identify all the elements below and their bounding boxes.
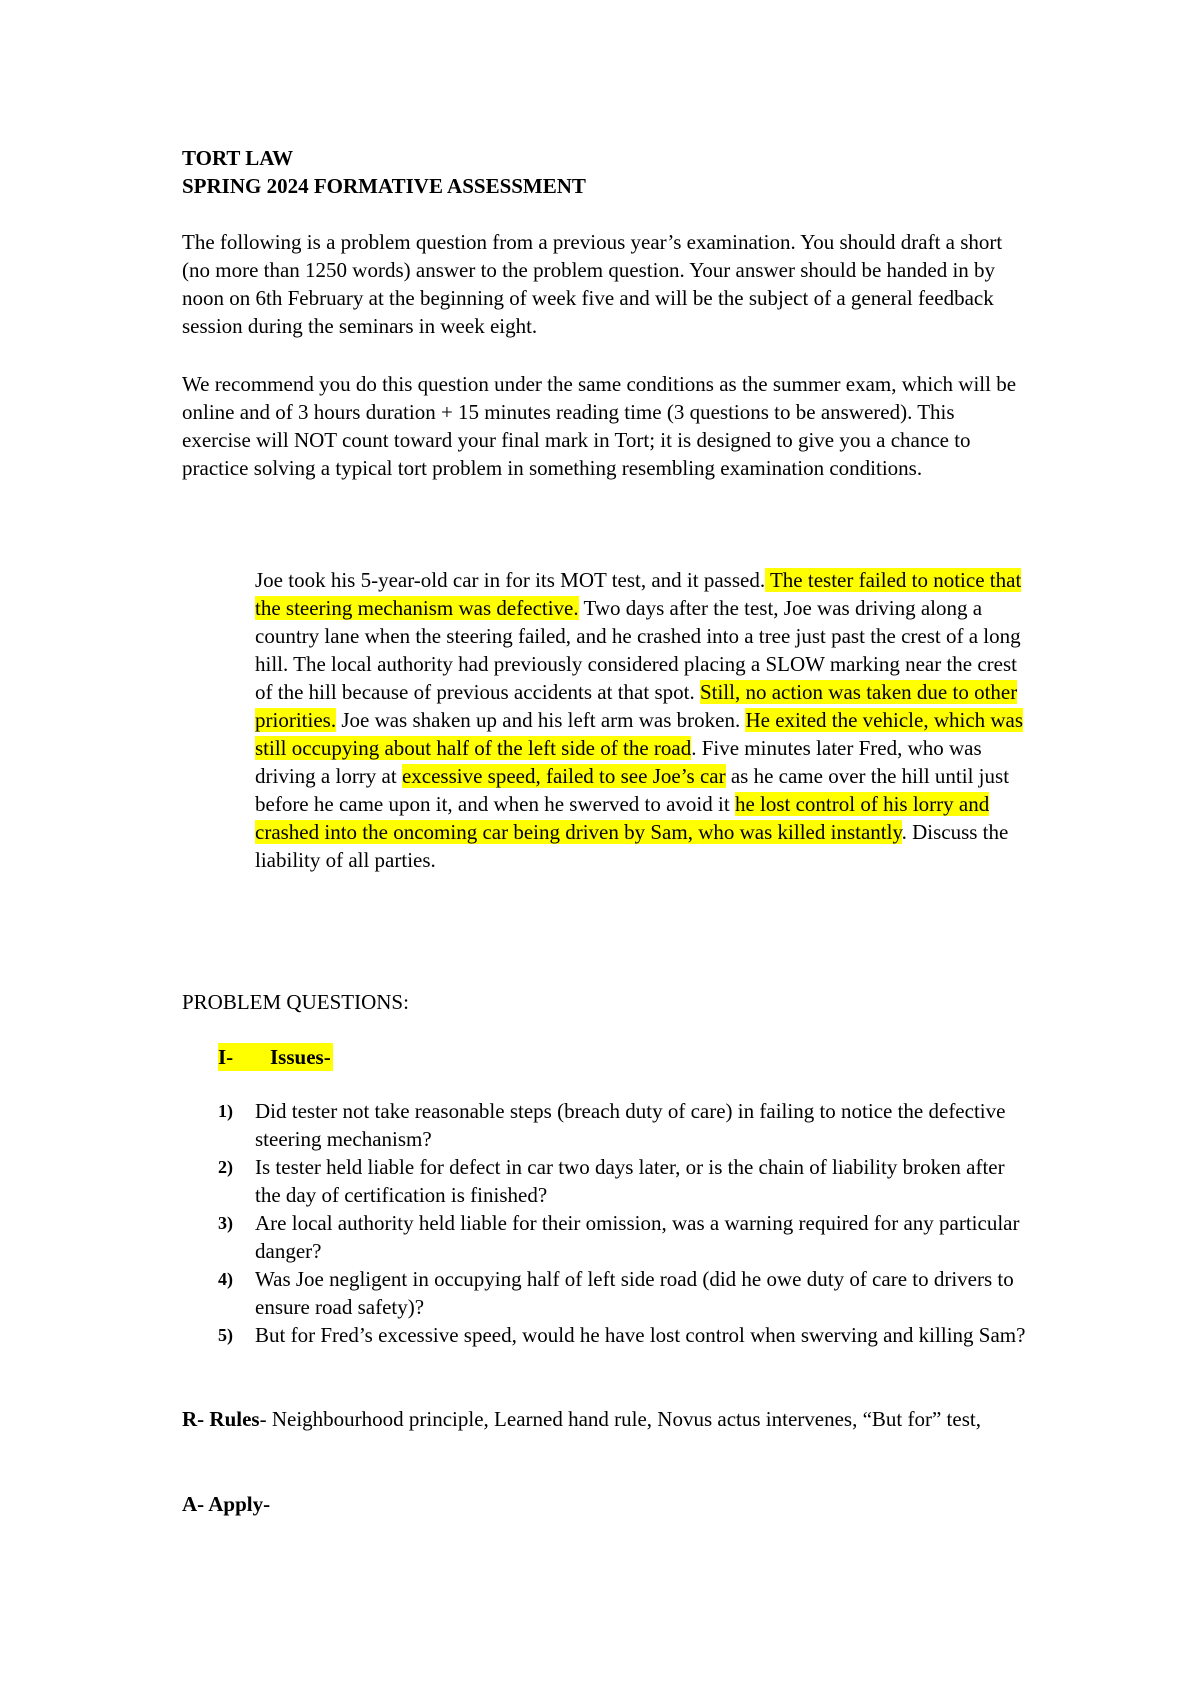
intro-paragraph-1: The following is a problem question from a previous year’s examination. You should draft a short (no more than 1250 words) answer to the problem question. Your answer should be handed in by noon on 6th February at the beginning of week five and will be the subject of a general feedback session during the seminars in week eight.: [182, 230, 1003, 338]
course-title: TORT LAW: [182, 146, 294, 170]
issues-number: I-: [218, 1045, 234, 1069]
problem-highlight-2: Still, no action was taken due to other priorities.: [255, 680, 1018, 732]
assessment-title: SPRING 2024 FORMATIVE ASSESSMENT: [182, 174, 586, 198]
list-item-text: Was Joe negligent in occupying half of left side road (did he owe duty of care to drivers to ensure road safety)?: [255, 1267, 1014, 1319]
list-item-number: 2): [218, 1157, 233, 1177]
issue-list: [218, 1097, 1028, 1349]
problem-question: [255, 566, 1029, 874]
list-item: [218, 1321, 1028, 1349]
list-item: [218, 1097, 1028, 1153]
list-item-text: Did tester not take reasonable steps (breach duty of care) in failing to notice the defective steering mechanism?: [255, 1099, 1006, 1151]
problem-highlight-5: he lost control of his lorry and crashed into the oncoming car being driven by Sam, who was killed instantly: [255, 792, 990, 844]
issues-label: Issues-: [270, 1045, 331, 1069]
problem-questions-heading: PROBLEM QUESTIONS:: [182, 990, 409, 1014]
list-item-text: Are local authority held liable for their omission, was a warning required for any particular danger?: [255, 1211, 1020, 1263]
problem-text-6: . Discuss the liability of all parties.: [255, 820, 1009, 872]
list-item: [218, 1265, 1028, 1321]
problem-text-2: Two days after the test, Joe was driving along a country lane when the steering failed, and he crashed into a tree just past the crest of a long hill. The local authority had previously considered placing a SLOW marking near the crest of the hill because of previous accidents at that spot.: [255, 596, 1021, 704]
problem-text-5: as he came over the hill until just before he came upon it, and when he swerved to avoid it: [255, 764, 1010, 816]
list-item-text: Is tester held liable for defect in car two days later, or is the chain of liability broken after the day of certification is finished?: [255, 1155, 1005, 1207]
apply-heading: A- Apply-: [182, 1492, 271, 1516]
rules-label: R- Rules: [182, 1407, 260, 1431]
problem-highlight-4: excessive speed, failed to see Joe’s car: [401, 764, 726, 788]
problem-text-4: . Five minutes later Fred, who was driving a lorry at: [255, 736, 982, 788]
issues-heading: [218, 1043, 333, 1071]
rules-paragraph: [182, 1405, 1028, 1433]
intro-paragraph-2: We recommend you do this question under the same conditions as the summer exam, which will be online and of 3 hours duration + 15 minutes reading time (3 questions to be answered). This exercise will NOT count toward your final mark in Tort; it is designed to give you a chance to practice solving a typical tort problem in something resembling examination conditions.: [182, 372, 1017, 480]
problem-highlight-1: The tester failed to notice that the steering mechanism was defective.: [255, 568, 1022, 620]
problem-text-3: Joe was shaken up and his left arm was broken.: [336, 708, 746, 732]
problem-text-1: Joe took his 5-year-old car in for its MOT test, and it passed.: [255, 568, 766, 592]
list-item-number: 3): [218, 1213, 233, 1233]
rules-text: - Neighbourhood principle, Learned hand rule, Novus actus intervenes, “But for” test,: [259, 1407, 981, 1431]
list-item: [218, 1153, 1028, 1209]
list-item-number: 4): [218, 1269, 233, 1289]
title-block: [182, 144, 1042, 200]
list-item: [218, 1209, 1028, 1265]
list-item-number: 5): [218, 1325, 233, 1345]
problem-highlight-3: He exited the vehicle, which was still occupying about half of the left side of the road: [255, 708, 1024, 760]
list-item-text: But for Fred’s excessive speed, would he have lost control when swerving and killing Sam?: [255, 1323, 1026, 1347]
list-item-number: 1): [218, 1101, 233, 1121]
